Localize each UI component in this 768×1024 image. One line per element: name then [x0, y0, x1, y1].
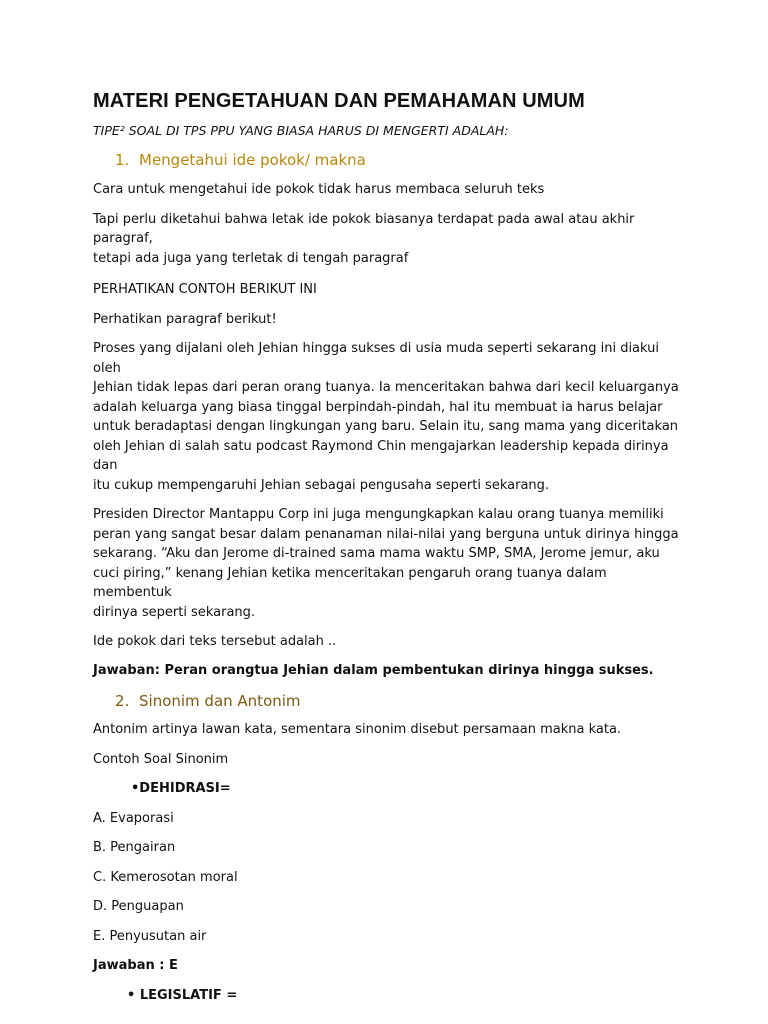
paragraph: PERHATIKAN CONTOH BERIKUT INI [93, 282, 317, 297]
paragraph-line: dirinya seperti sekarang. [93, 604, 256, 620]
paragraph-line: itu cukup mempengaruhi Jehian sebagai pengusaha seperti sekarang. [93, 477, 550, 493]
paragraph-line: untuk beradaptasi dengan lingkungan yang baru. Selain itu, sang mama yang diceritakan [93, 419, 679, 434]
paragraph-line: Presiden Director Mantappu Corp ini juga mengungkapkan kalau orang tuanya memiliki [93, 507, 664, 522]
section-1-title: Mengetahui ide pokok/ makna [139, 151, 366, 169]
paragraph-line: cuci piring,” kenang Jehian ketika menceritakan pengaruh orang tuanya dalam membentuk [93, 565, 607, 600]
bullet-item: •DEHIDRASI= [131, 781, 231, 796]
section-2-heading [93, 691, 683, 711]
section-2-title: Sinonim dan Antonim [139, 692, 301, 710]
option-d: D. Penguapan [93, 899, 184, 914]
document-page [93, 88, 683, 1005]
option-a: A. Evaporasi [93, 810, 174, 826]
paragraph-line: Jehian tidak lepas dari peran orang tuanya. Ia menceritakan bahwa dari kecil keluarganya [93, 380, 679, 395]
question: Ide pokok dari teks tersebut adalah .. [93, 634, 337, 649]
section-2-number: 2. [115, 692, 130, 710]
option-c: C. Kemerosotan moral [93, 869, 238, 885]
answer: Jawaban: Peran orangtua Jehian dalam pembentukan dirinya hingga sukses. [93, 662, 654, 678]
option-e: E. Penyusutan air [93, 928, 207, 944]
bullet-item: • LEGISLATIF = [127, 987, 238, 1003]
paragraph: Antonim artinya lawan kata, sementara sinonim disebut persamaan makna kata. [93, 722, 622, 737]
paragraph: Cara untuk mengetahui ide pokok tidak harus membaca seluruh teks [93, 182, 545, 197]
subtitle: TIPE² SOAL DI TPS PPU YANG BIASA HARUS DI MENGERTI ADALAH: [93, 123, 509, 138]
paragraph: Perhatikan paragraf berikut! [93, 311, 277, 327]
paragraph-line: Proses yang dijalani oleh Jehian hingga sukses di usia muda seperti sekarang ini diakui oleh [93, 341, 660, 376]
paragraph-line: peran yang sangat besar dalam penanaman nilai-nilai yang berguna untuk dirinya hingga [93, 526, 679, 542]
paragraph-line: Tapi perlu diketahui bahwa letak ide pokok biasanya terdapat pada awal atau akhir paragraf, [93, 211, 635, 246]
example-paragraph-2 [93, 505, 683, 622]
paragraph-line: tetapi ada juga yang terletak di tengah paragraf [93, 250, 409, 266]
answer: Jawaban : E [93, 958, 178, 973]
section-1-heading [93, 150, 683, 170]
paragraph-line: oleh Jehian di salah satu podcast Raymond Chin mengajarkan leadership kepada dirinya dan [93, 438, 669, 473]
example-paragraph-1 [93, 339, 683, 495]
paragraph: Contoh Soal Sinonim [93, 751, 229, 767]
option-b: B. Pengairan [93, 840, 176, 855]
section-1-number: 1. [115, 151, 130, 169]
page-title: MATERI PENGETAHUAN DAN PEMAHAMAN UMUM [93, 90, 585, 112]
paragraph-line: sekarang. “Aku dan Jerome di-trained sama mama waktu SMP, SMA, Jerome jemur, aku [93, 546, 660, 561]
paragraph-line: adalah keluarga yang biasa tinggal berpindah-pindah, hal itu membuat ia harus belajar [93, 399, 663, 415]
paragraph-block [93, 210, 683, 269]
